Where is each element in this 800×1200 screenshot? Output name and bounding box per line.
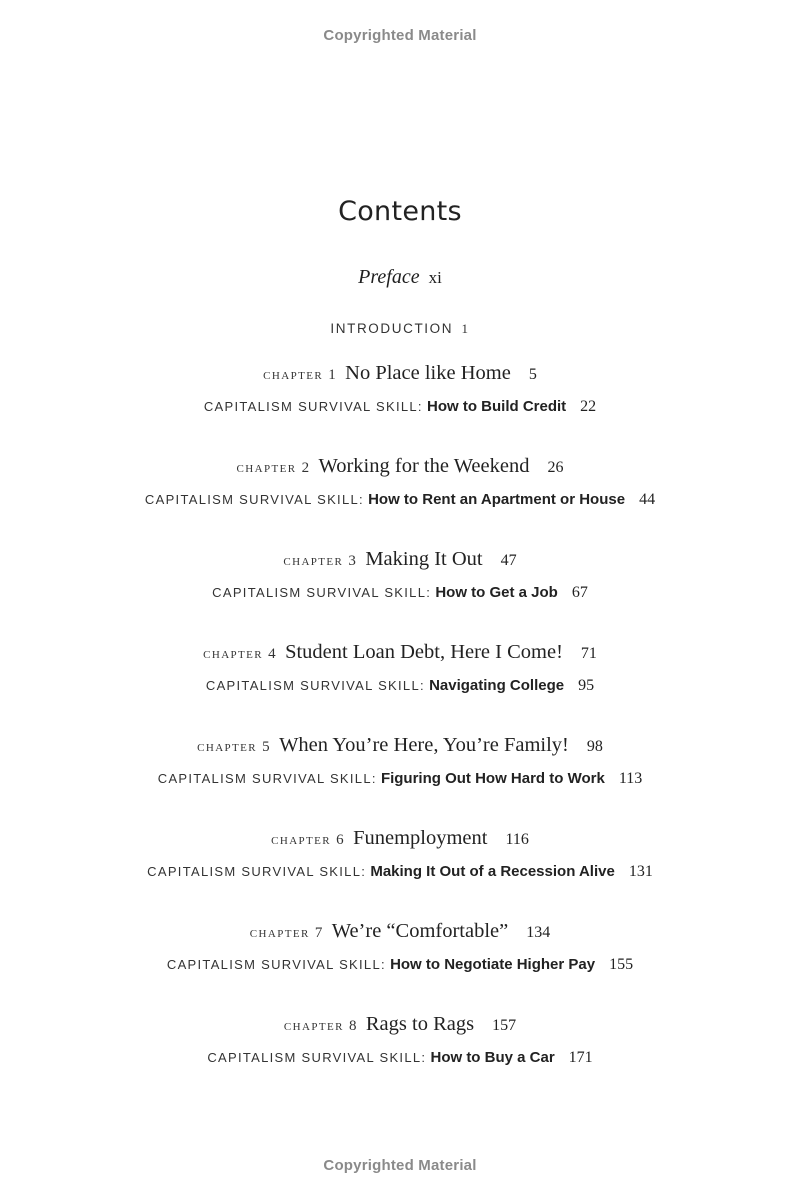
chapter-page-number: 157 bbox=[492, 1017, 517, 1034]
skill-title: How to Build Credit bbox=[427, 398, 567, 415]
skill-title: Figuring Out How Hard to Work bbox=[380, 770, 605, 787]
chapter-page-number: 47 bbox=[500, 552, 517, 569]
skill-page-number: 113 bbox=[618, 770, 643, 787]
chapter-title: Making It Out bbox=[365, 548, 483, 570]
skill-page-number: 131 bbox=[628, 863, 653, 880]
preface-page-number: xi bbox=[428, 268, 442, 287]
skill-page-number: 155 bbox=[609, 956, 634, 973]
chapter-page-number: 134 bbox=[526, 924, 551, 941]
chapter-label: chapter 5 bbox=[197, 739, 272, 755]
toc-entry-skill-6[interactable] bbox=[0, 863, 800, 881]
toc-entry-chapter-3[interactable] bbox=[0, 548, 800, 571]
skill-label: CAPITALISM SURVIVAL SKILL: bbox=[157, 771, 377, 786]
chapter-label: chapter 6 bbox=[271, 832, 346, 848]
skill-page-number: 22 bbox=[580, 398, 597, 415]
skill-title: How to Buy a Car bbox=[430, 1049, 555, 1066]
chapter-title: Rags to Rags bbox=[365, 1013, 475, 1035]
skill-label: CAPITALISM SURVIVAL SKILL: bbox=[166, 957, 386, 972]
chapter-label: chapter 2 bbox=[236, 460, 311, 476]
skill-title: Making It Out of a Recession Alive bbox=[370, 863, 615, 880]
skill-page-number: 95 bbox=[578, 677, 595, 694]
chapter-title: When You’re Here, You’re Family! bbox=[279, 734, 569, 756]
skill-label: CAPITALISM SURVIVAL SKILL: bbox=[147, 864, 367, 879]
toc-entry-skill-2[interactable] bbox=[0, 491, 800, 509]
skill-label: CAPITALISM SURVIVAL SKILL: bbox=[203, 399, 423, 414]
skill-title: Navigating College bbox=[429, 677, 565, 694]
toc-entry-chapter-5[interactable] bbox=[0, 734, 800, 757]
skill-title: How to Get a Job bbox=[435, 584, 558, 601]
toc-entry-chapter-1[interactable] bbox=[0, 362, 800, 385]
chapter-title: We’re “Comfortable” bbox=[331, 920, 509, 942]
chapter-title: Student Loan Debt, Here I Come! bbox=[285, 641, 563, 663]
toc-entry-chapter-8[interactable] bbox=[0, 1013, 800, 1036]
chapter-page-number: 71 bbox=[580, 645, 597, 662]
toc-entry-introduction[interactable] bbox=[0, 321, 800, 337]
toc-entry-skill-5[interactable] bbox=[0, 770, 800, 788]
chapter-label: chapter 4 bbox=[203, 646, 278, 662]
preface-title: Preface bbox=[358, 266, 420, 288]
skill-title: How to Negotiate Higher Pay bbox=[390, 956, 596, 973]
toc-entry-chapter-7[interactable] bbox=[0, 920, 800, 943]
chapter-label: chapter 3 bbox=[283, 553, 358, 569]
skill-page-number: 171 bbox=[568, 1049, 593, 1066]
skill-page-number: 44 bbox=[639, 491, 656, 508]
page-title: Contents bbox=[338, 196, 462, 228]
toc-entry-skill-1[interactable] bbox=[0, 398, 800, 416]
skill-label: CAPITALISM SURVIVAL SKILL: bbox=[205, 678, 425, 693]
chapter-page-number: 98 bbox=[586, 738, 603, 755]
skill-label: CAPITALISM SURVIVAL SKILL: bbox=[144, 492, 364, 507]
skill-page-number: 67 bbox=[571, 584, 588, 601]
chapter-title: Funemployment bbox=[353, 827, 488, 849]
chapter-label: chapter 7 bbox=[249, 925, 324, 941]
toc-entry-skill-8[interactable] bbox=[0, 1049, 800, 1067]
copyright-watermark-bottom: Copyrighted Material bbox=[323, 1157, 477, 1174]
toc-entry-chapter-6[interactable] bbox=[0, 827, 800, 850]
skill-label: CAPITALISM SURVIVAL SKILL: bbox=[212, 585, 432, 600]
chapter-page-number: 5 bbox=[528, 366, 537, 383]
introduction-title: INTRODUCTION bbox=[330, 321, 454, 336]
chapter-title: No Place like Home bbox=[345, 362, 511, 384]
skill-title: How to Rent an Apartment or House bbox=[368, 491, 626, 508]
skill-label: CAPITALISM SURVIVAL SKILL: bbox=[207, 1050, 427, 1065]
chapter-label: chapter 8 bbox=[283, 1018, 358, 1034]
copyright-watermark-top: Copyrighted Material bbox=[323, 27, 477, 44]
introduction-page-number: 1 bbox=[461, 321, 470, 336]
chapter-title: Working for the Weekend bbox=[318, 455, 530, 477]
chapter-label: chapter 1 bbox=[263, 367, 338, 383]
toc-entry-preface[interactable] bbox=[0, 266, 800, 289]
chapter-page-number: 26 bbox=[547, 459, 564, 476]
toc-entry-skill-4[interactable] bbox=[0, 677, 800, 695]
toc-entry-chapter-2[interactable] bbox=[0, 455, 800, 478]
toc-entry-skill-3[interactable] bbox=[0, 584, 800, 602]
toc-entry-chapter-4[interactable] bbox=[0, 641, 800, 664]
toc-entry-skill-7[interactable] bbox=[0, 956, 800, 974]
chapter-page-number: 116 bbox=[505, 831, 529, 848]
